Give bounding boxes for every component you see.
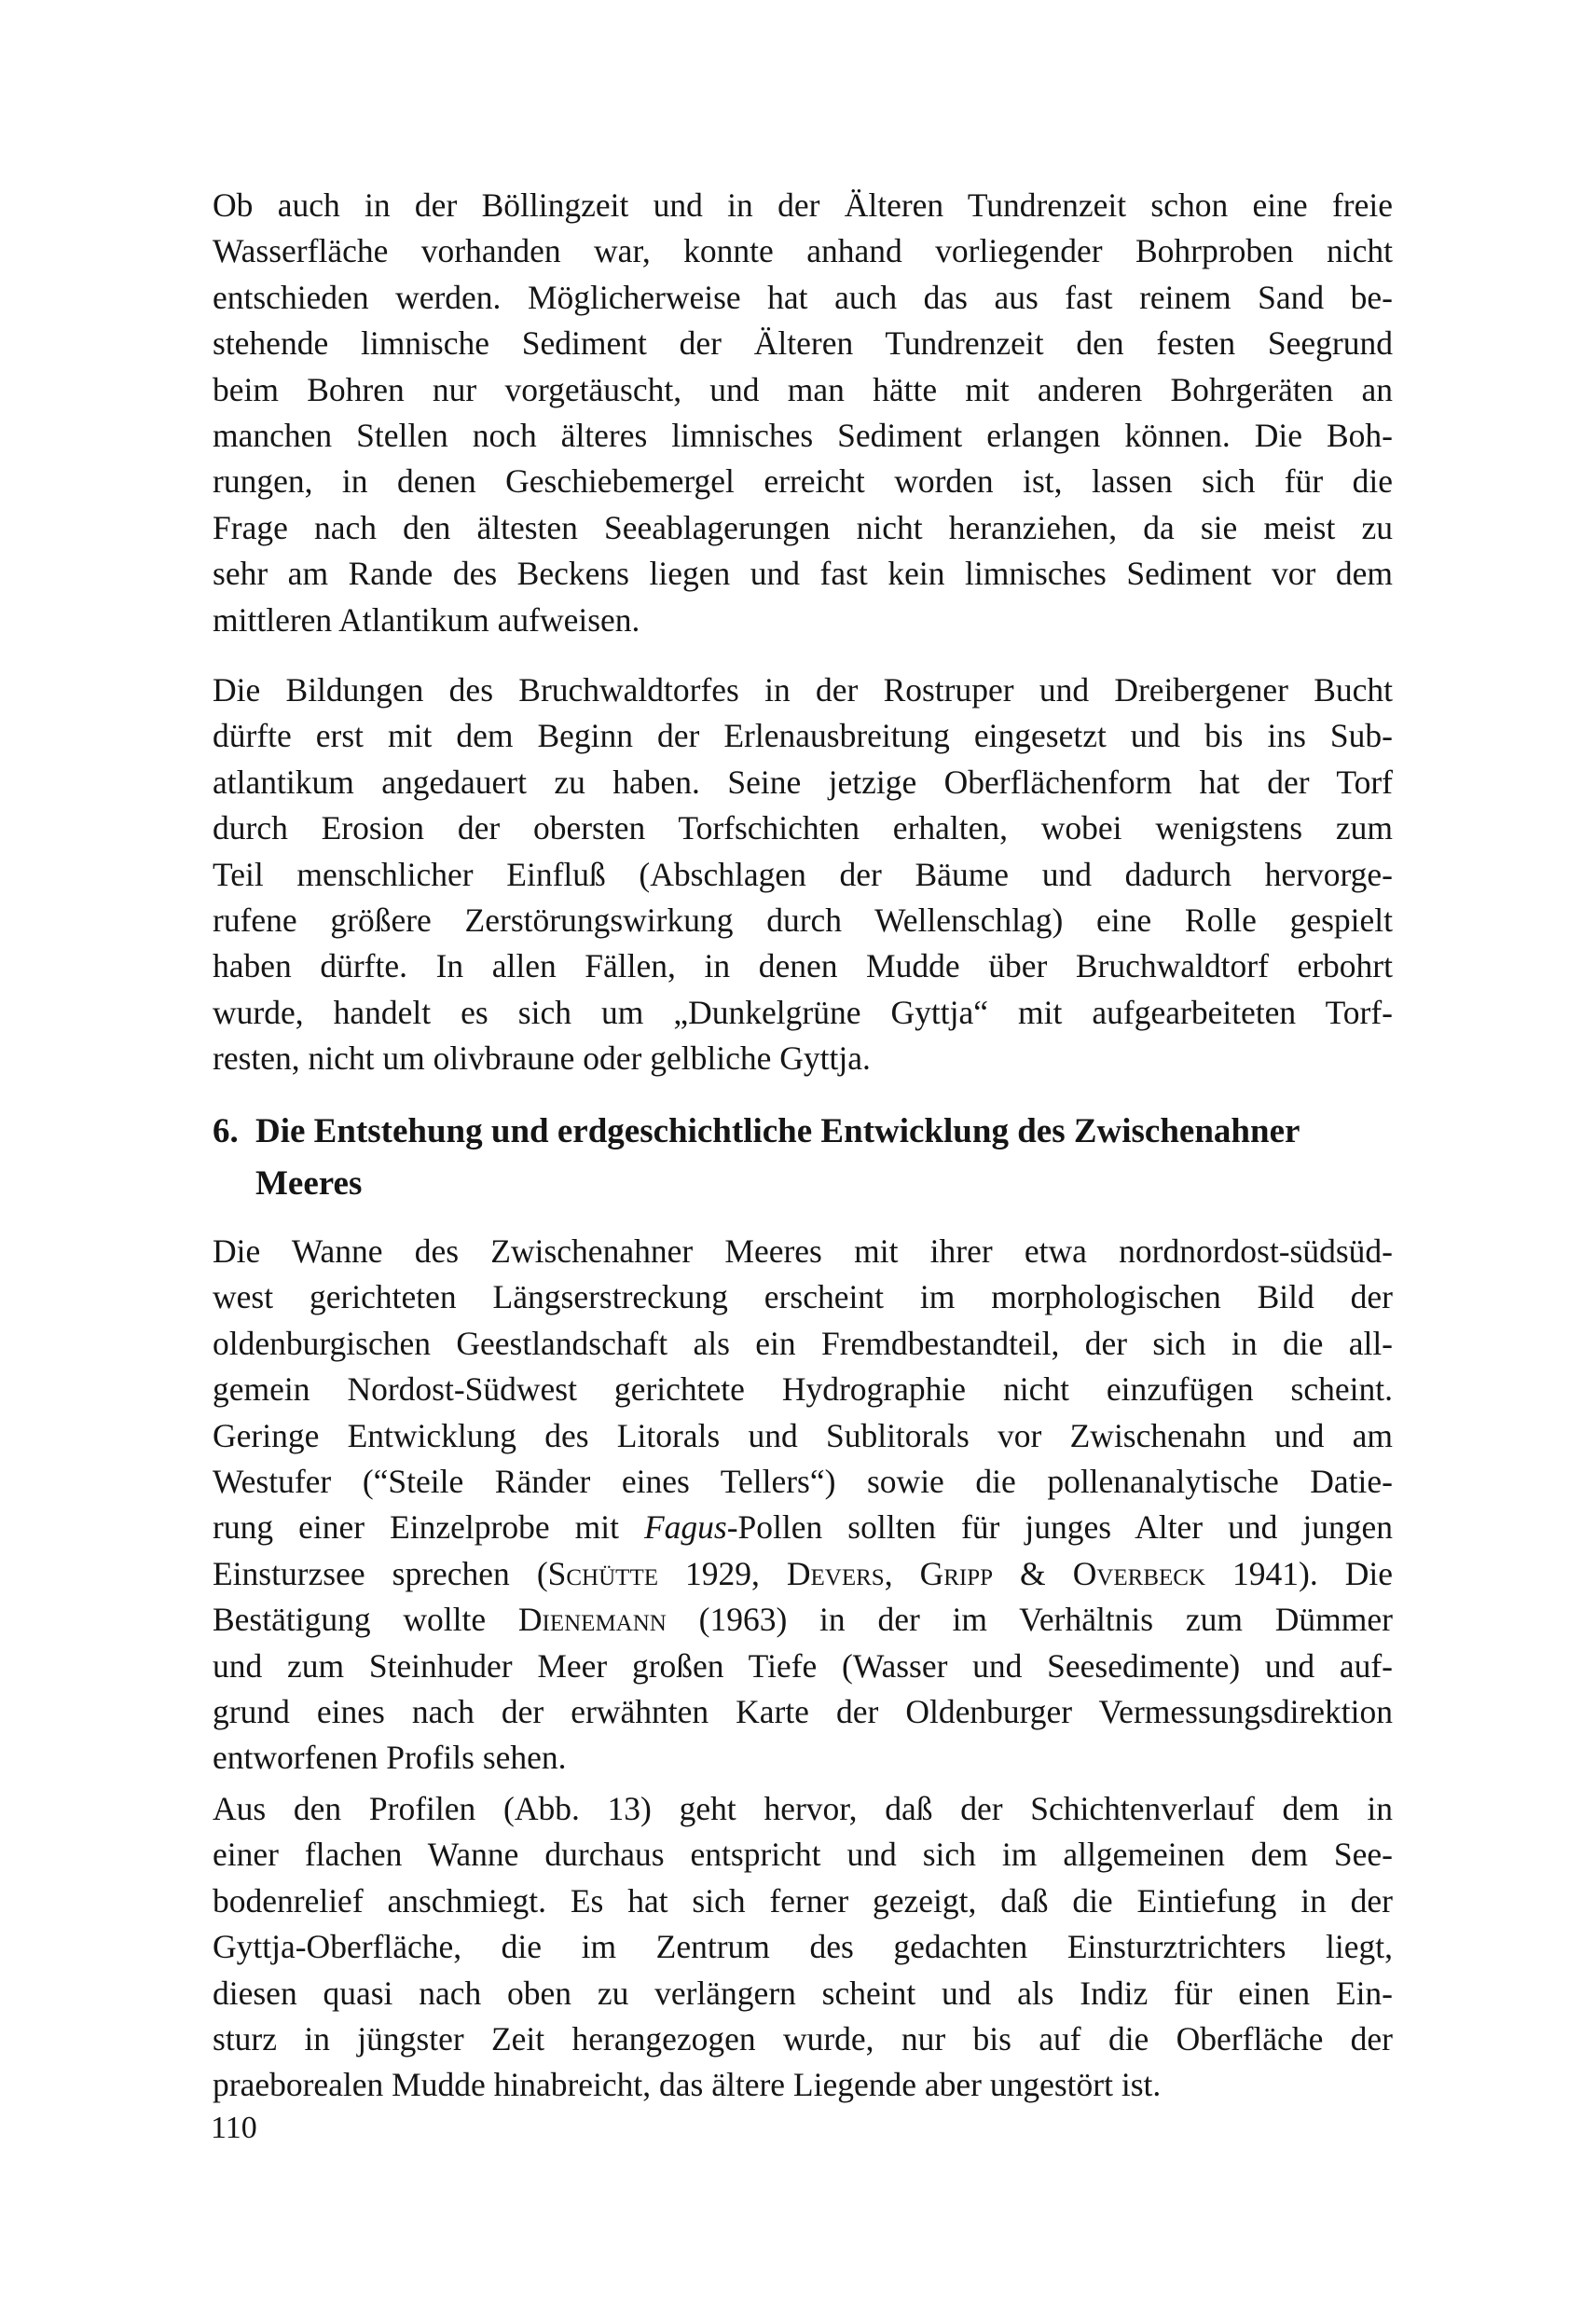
paragraph-1 [213, 183, 1393, 643]
section-heading [213, 1108, 1393, 1208]
text-line: entschieden werden. Möglicherweise hat auch das aus fast reinem Sand be- [213, 278, 1393, 316]
text-line: gemein Nordost-Südwest gerichtete Hydrographie nicht einzufügen scheint. [213, 1370, 1393, 1409]
section-title-line-2: Meeres [255, 1164, 363, 1203]
text-line: haben dürfte. In allen Fällen, in denen Mudde über Bruchwaldtorf erbohrt [213, 947, 1393, 985]
text-line: rungen, in denen Geschiebemergel erreicht worden ist, lassen sich für die [213, 462, 1393, 501]
text-line: Ob auch in der Böllingzeit und in der Älteren Tundrenzeit schon eine freie [213, 186, 1393, 224]
text-line: Teil menschlicher Einfluß (Abschlagen der Bäume und dadurch hervorge- [213, 855, 1393, 893]
author-name: Schütte [547, 1554, 658, 1592]
text-line: dürfte erst mit dem Beginn der Erlenausbreitung eingesetzt und bis ins Sub- [213, 717, 1393, 755]
text-line: diesen quasi nach oben zu verlängern scheint und als Indiz für einen Ein- [213, 1974, 1393, 2012]
author-name: Devers [786, 1554, 885, 1592]
text-line: grund eines nach der erwähnten Karte der Oldenburger Vermessungsdirektion [213, 1693, 1393, 1731]
text-line: west gerichteten Längserstreckung erscheint im morphologischen Bild der [213, 1278, 1393, 1316]
author-name: Dienemann [517, 1601, 667, 1639]
text-line: Einsturzsee sprechen (Schütte 1929, Devers, Gripp & Overbeck 1941). Die [213, 1554, 1393, 1592]
text-line: und zum Steinhuder Meer großen Tiefe (Wasser und Seesedimente) und auf- [213, 1646, 1393, 1685]
paragraph-2 [213, 667, 1393, 1082]
text-line: wurde, handelt es sich um „Dunkelgrüne Gyttja“ mit aufgearbeiteten Torf- [213, 993, 1393, 1031]
section-title-line-1: Die Entstehung und erdgeschichtliche Entwicklung des Zwischenahner [255, 1112, 1300, 1150]
section-number: 6. [213, 1112, 239, 1150]
author-name: Gripp [919, 1554, 994, 1592]
paragraph-4 [213, 1786, 1393, 2109]
text-line: Aus den Profilen (Abb. 13) geht hervor, daß der Schichtenverlauf dem in [213, 1790, 1393, 1827]
text-line: rung einer Einzelprobe mit Fagus-Pollen sollten für junges Alter und jungen [213, 1508, 1393, 1547]
text-line: praeborealen Mudde hinabreicht, das ältere Liegende aber ungestört ist. [213, 2066, 1162, 2104]
text-line: bodenrelief anschmiegt. Es hat sich ferner gezeigt, daß die Eintiefung in der [213, 1881, 1393, 1920]
text-line: entworfenen Profils sehen. [213, 1739, 567, 1777]
text-line: sturz in jüngster Zeit herangezogen wurde, nur bis auf die Oberfläche der [213, 2020, 1393, 2058]
text-line: einer flachen Wanne durchaus entspricht und sich im allgemeinen dem See- [213, 1836, 1393, 1874]
text-line: Westufer (“Steile Ränder eines Tellers“) sowie die pollenanalytische Datie- [213, 1463, 1393, 1501]
taxon-name: Fagus [643, 1508, 727, 1547]
text-line: Geringe Entwicklung des Litorals und Sublitorals vor Zwischenahn und am [213, 1416, 1393, 1454]
text-line: stehende limnische Sediment der Älteren Tundrenzeit den festen Seegrund [213, 324, 1393, 363]
text-line: sehr am Rande des Beckens liegen und fast kein limnisches Sediment vor dem [213, 555, 1393, 593]
text-line: durch Erosion der obersten Torfschichten erhalten, wobei wenigstens zum [213, 809, 1393, 847]
text-line: oldenburgischen Geestlandschaft als ein Fremdbestandteil, der sich in die all- [213, 1324, 1393, 1362]
text-line: Die Bildungen des Bruchwaldtorfes in der Rostruper und Dreibergener Bucht [213, 671, 1393, 709]
text-line: Wasserfläche vorhanden war, konnte anhand vorliegender Bohrproben nicht [213, 232, 1393, 270]
text-line: atlantikum angedauert zu haben. Seine jetzige Oberflächenform hat der Torf [213, 763, 1393, 801]
text-line: Die Wanne des Zwischenahner Meeres mit ihrer etwa nordnordost-südsüd- [213, 1232, 1393, 1270]
text-line: beim Bohren nur vorgetäuscht, und man hätte mit anderen Bohrgeräten an [213, 370, 1393, 408]
text-line: Bestätigung wollte Dienemann (1963) in der im Verhältnis zum Dümmer [213, 1601, 1393, 1639]
text-line: resten, nicht um olivbraune oder gelbliche Gyttja. [213, 1039, 871, 1078]
paragraph-3 [213, 1229, 1393, 1782]
text-line: manchen Stellen noch älteres limnisches Sediment erlangen können. Die Boh- [213, 417, 1393, 455]
page-number: 110 [211, 2111, 257, 2145]
text-line: rufene größere Zerstörungswirkung durch Wellenschlag) eine Rolle gespielt [213, 901, 1393, 940]
text-line: Gyttja-Oberfläche, die im Zentrum des gedachten Einsturztrichters liegt, [213, 1928, 1393, 1966]
text-line: mittleren Atlantikum aufweisen. [213, 600, 640, 639]
text-line: Frage nach den ältesten Seeablagerungen nicht heranziehen, da sie meist zu [213, 508, 1393, 546]
author-name: Overbeck [1072, 1554, 1205, 1592]
